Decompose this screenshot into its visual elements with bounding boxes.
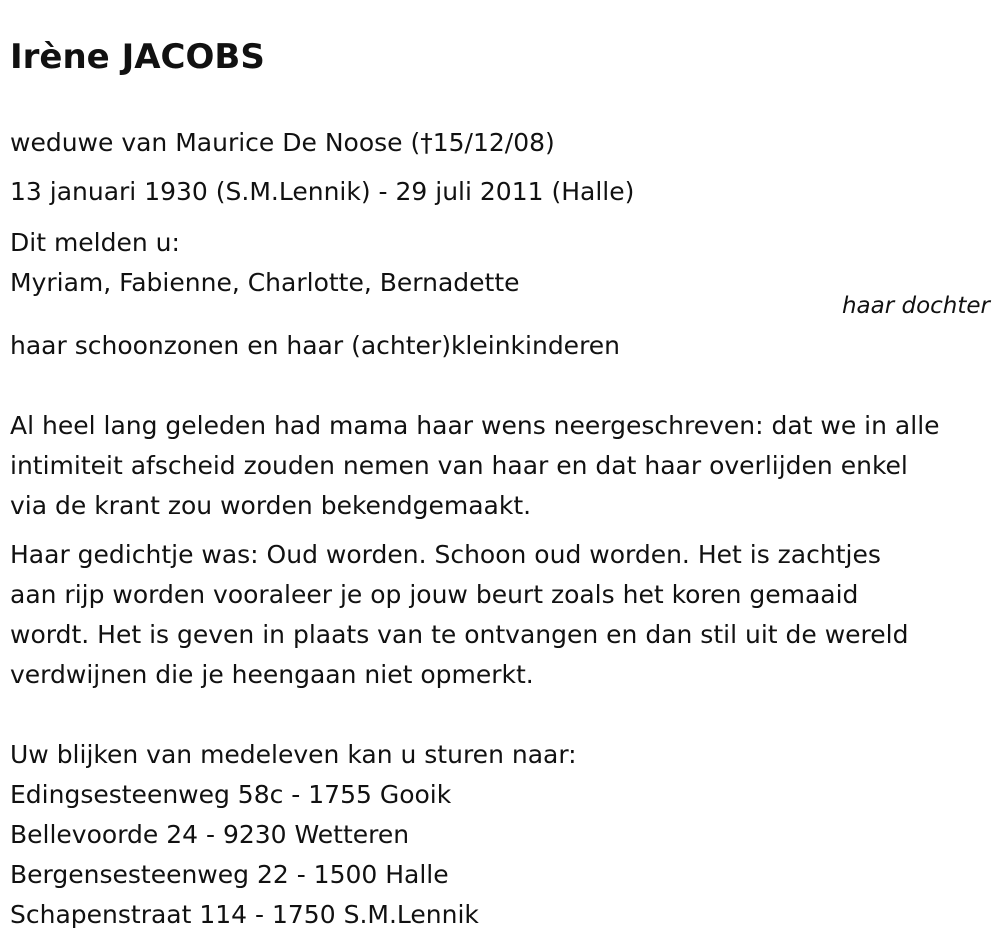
paragraph-line: verdwijnen die je heengaan niet opmerkt. <box>10 660 534 689</box>
paragraph-line: aan rijp worden vooraleer je op jouw beurt zoals het koren gemaaid <box>10 580 859 609</box>
paragraph-line: Al heel lang geleden had mama haar wens neergeschreven: dat we in alle <box>10 411 940 440</box>
dates-line: 13 januari 1930 (S.M.Lennik) - 29 juli 2011 (Halle) <box>10 177 635 206</box>
daughters-names: Myriam, Fabienne, Charlotte, Bernadette <box>10 268 520 297</box>
paragraph-line: intimiteit afscheid zouden nemen van haar en dat haar overlijden enkel <box>10 451 908 480</box>
other-relatives: haar schoonzonen en haar (achter)kleinkinderen <box>10 331 621 360</box>
condolences-intro: Uw blijken van medeleven kan u sturen naar: <box>10 740 577 769</box>
paragraph-line: wordt. Het is geven in plaats van te ontvangen en dan stil uit de wereld <box>10 620 909 649</box>
address-line: Bellevoorde 24 - 9230 Wetteren <box>10 820 410 849</box>
page-title: Irène JACOBS <box>10 37 265 77</box>
announcement-intro: Dit melden u: <box>10 228 180 257</box>
address-line: Edingsesteenweg 58c - 1755 Gooik <box>10 780 452 809</box>
address-line: Schapenstraat 114 - 1750 S.M.Lennik <box>10 900 479 929</box>
paragraph-line: Haar gedichtje was: Oud worden. Schoon oud worden. Het is zachtjes <box>10 540 881 569</box>
widow-line: weduwe van Maurice De Noose (†15/12/08) <box>10 128 555 157</box>
paragraph-line: via de krant zou worden bekendgemaakt. <box>10 491 532 520</box>
daughters-relation: haar dochter <box>841 293 990 319</box>
address-line: Bergensesteenweg 22 - 1500 Halle <box>10 860 449 889</box>
